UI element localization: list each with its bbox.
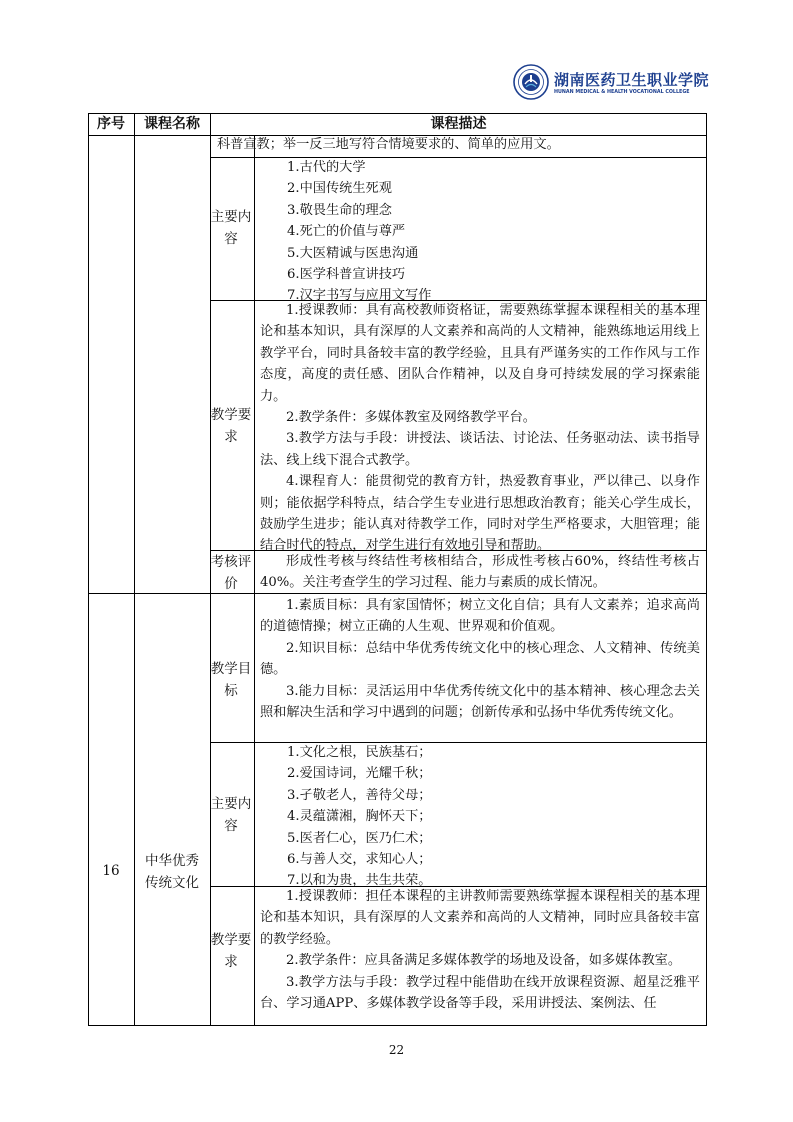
row-divider	[210, 157, 706, 158]
goals-label: 教学目标	[210, 661, 252, 699]
list-item: 3.孑敬老人，善待父母；	[287, 787, 432, 803]
evaluation-text: 形成性考核与终结性考核相结合，形成性考核占60%，终结性考核占40%。关注考查学生的学习过程、能力与素质的成长情况。	[260, 554, 700, 591]
evaluation-label: 考核评价	[210, 554, 252, 592]
list-item: 2.爱国诗词，光耀千秋；	[287, 766, 432, 782]
list-item: 7.以和为贵，共生共荣。	[287, 873, 432, 889]
list-item: 6.与善人交，求知心人；	[287, 851, 432, 867]
list-item: 1.古代的大学	[287, 160, 366, 175]
college-name-cn: 湖南医药卫生职业学院	[554, 71, 710, 89]
row-divider	[210, 742, 706, 743]
col-divider	[134, 114, 135, 1025]
header-course-name: 课程名称	[144, 116, 200, 132]
content-list	[287, 742, 431, 892]
course-name: 中华优秀传统文化	[145, 853, 199, 891]
list-item: 7.汉字书写与应用文写作	[287, 288, 432, 304]
requirements-text: 1.授课教师：具有高校教师资格证，需要熟练掌握本课程相关的基本理论和基本知识，具有深厚的人文素养和高尚的人文精神，能熟练地运用线上教学平台，同时具备较丰富的教学经验，且具有严谨务实的工作作风与工作态度，高度的责任感、团队合作精神，以及自身可持续发展的学习探索能力。 2.教学条件：多媒体教室及网络教学平台。 3.教学方法与手段：讲授法、谈话法、讨论法、任务驱动法、读书指导法、线上线下混合式教学。 4.课程育人：能贯彻党的教育方针，热爱教育事业，严以律己、以身作则；能依据学科特点，结合学生专业进行思想政治教育；能关心学生成长，鼓励学生进步；能认真对待教学工作，同时对学生严格要求，大胆管理；能结合时代的特点，对学生进行有效地引导和帮助。	[260, 303, 700, 554]
list-item: 3.敬畏生命的理念	[287, 202, 392, 218]
list-item: 2.中国传统生死观	[287, 181, 392, 197]
continuation-text: 科普宣教；举一反三地写符合情境要求的、简单的应用文。	[217, 137, 560, 152]
college-name-en: HUNAN MEDICAL & HEALTH VOCATIONAL COLLEGE	[554, 90, 690, 95]
list-item: 6.医学科普宣讲技巧	[287, 266, 406, 282]
header-index: 序号	[97, 116, 125, 132]
list-item: 5.大医精诚与医患沟通	[287, 245, 419, 261]
list-item: 5.医者仁心，医乃仁术；	[287, 830, 432, 846]
requirements-label: 教学要求	[210, 407, 252, 445]
goals-text: 1.素质目标：具有家国情怀；树立文化自信；具有人文素养；追求高尚的道德情操；树立正确的人生观、世界观和价值观。 2.知识目标：总结中华优秀传统文化中的核心理念、人文精神、传统美德。 3.能力目标：灵活运用中华优秀传统文化中的基本精神、核心理念去关照和解决生活和学习中遇到的问题；创新传承和弘扬中华优秀传统文化。	[260, 598, 700, 721]
college-logo	[513, 64, 710, 108]
college-emblem-icon	[513, 64, 549, 100]
content-label: 主要内容	[210, 209, 252, 247]
content-label: 主要内容	[210, 796, 252, 834]
course-index: 16	[102, 863, 120, 879]
list-item: 1.文化之根，民族基石；	[287, 745, 432, 760]
content-list	[287, 157, 431, 307]
requirements-label: 教学要求	[210, 932, 252, 970]
col-divider	[254, 135, 255, 1025]
page-number: 22	[388, 1043, 405, 1057]
requirements-text: 1.授课教师：担任本课程的主讲教师需要熟练掌握本课程相关的基本理论和基本知识，具有深厚的人文素养和高尚的人文精神，同时应具备较丰富的教学经验。 2.教学条件：应具备满足多媒体教学的场地及设备，如多媒体教室。 3.教学方法与手段：教学过程中能借助在线开放课程资源、超星泛雅平台、学习通APP、多媒体教学设备等手段，采用讲授法、案例法、任	[260, 889, 700, 1012]
list-item: 4.死亡的价值与尊严	[287, 224, 406, 240]
header-description: 课程描述	[430, 116, 487, 132]
list-item: 4.灵蕴潇湘，胸怀天下；	[287, 809, 432, 825]
